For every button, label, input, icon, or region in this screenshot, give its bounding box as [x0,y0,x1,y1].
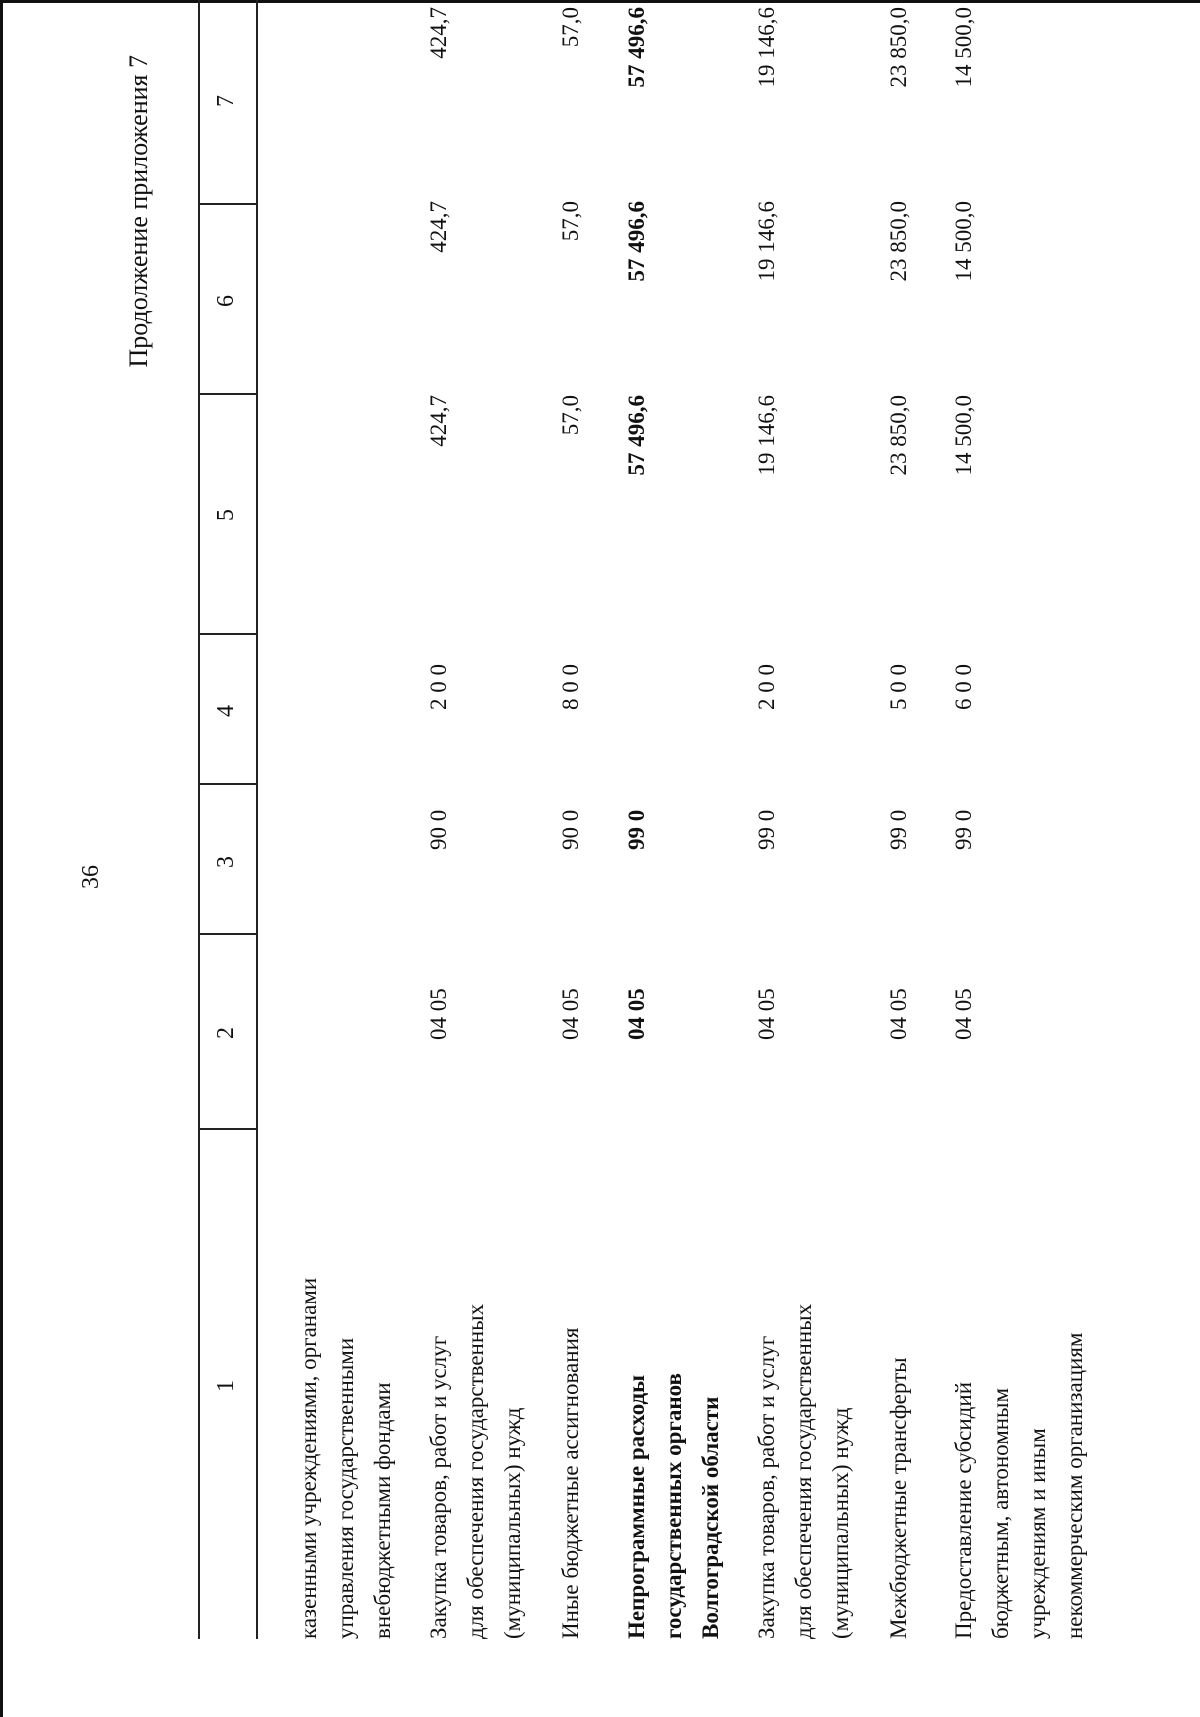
amount-col-5: 57 496,6 [624,395,649,476]
amount-col-7: 19 146,6 [754,7,779,88]
section-code: 04 05 [886,988,911,1040]
col-divider [198,634,256,636]
section-code: 04 05 [426,988,451,1040]
expense-type-code: 8 0 0 [558,664,583,710]
section-code: 04 05 [951,988,976,1040]
amount-col-7: 424,7 [426,7,451,59]
header-col-7: 7 [213,95,239,107]
expense-type-code: 2 0 0 [426,664,451,710]
amount-col-7: 14 500,0 [951,7,976,88]
amount-col-6: 19 146,6 [754,201,779,282]
program-code: 99 0 [886,809,911,850]
expense-type-code: 2 0 0 [754,664,779,710]
amount-col-5: 424,7 [426,395,451,447]
page-number: 36 [78,865,104,889]
table-row-description: казенными учреждениями, органами управления государственными внебюджетными фондами [296,1277,395,1639]
amount-col-5: 19 146,6 [754,395,779,476]
amount-col-6: 424,7 [426,201,451,253]
table-row-description: Непрограммные расходы государственных органов Волгоградской области [624,1373,723,1639]
program-code: 99 0 [624,809,649,850]
amount-col-7: 57,0 [558,7,583,48]
amount-col-5: 23 850,0 [886,395,911,476]
col-divider [198,784,256,786]
expense-type-code: 5 0 0 [886,664,911,710]
col-divider [198,934,256,936]
col-divider [198,1129,256,1131]
section-code: 04 05 [624,988,649,1040]
header-col-5: 5 [213,509,239,521]
table-row-description: Предоставление субсидий бюджетным, автономным учреждениям и иным некоммерческим организациям [951,1332,1087,1639]
program-code: 90 0 [558,809,583,850]
header-bottom-rule [256,0,258,1639]
table-row-description: Закупка товаров, работ и услуг для обеспечения государственных (муниципальных) нужд [426,1303,525,1639]
header-col-6: 6 [213,295,239,307]
expense-type-code: 6 0 0 [951,664,976,710]
amount-col-7: 57 496,6 [624,7,649,88]
program-code: 99 0 [951,809,976,850]
section-code: 04 05 [558,988,583,1040]
header-col-1: 1 [213,1380,239,1392]
table-row-description: Иные бюджетные ассигнования [558,1327,583,1639]
program-code: 99 0 [754,809,779,850]
section-code: 04 05 [754,988,779,1040]
program-code: 90 0 [426,809,451,850]
table-top-rule [198,0,200,1639]
col-divider [198,204,256,206]
continuation-title: Продолжение приложения 7 [124,55,153,368]
header-col-4: 4 [213,705,239,717]
header-col-3: 3 [213,856,239,868]
col-divider [198,394,256,396]
amount-col-7: 23 850,0 [886,7,911,88]
amount-col-5: 57,0 [558,395,583,436]
table-row-description: Закупка товаров, работ и услуг для обеспечения государственных (муниципальных) нужд [754,1303,853,1639]
table-row-description: Межбюджетные трансферты [886,1357,911,1639]
amount-col-6: 23 850,0 [886,201,911,282]
amount-col-6: 14 500,0 [951,201,976,282]
amount-col-6: 57,0 [558,201,583,242]
header-col-2: 2 [213,1027,239,1039]
amount-col-5: 14 500,0 [951,395,976,476]
amount-col-6: 57 496,6 [624,201,649,282]
